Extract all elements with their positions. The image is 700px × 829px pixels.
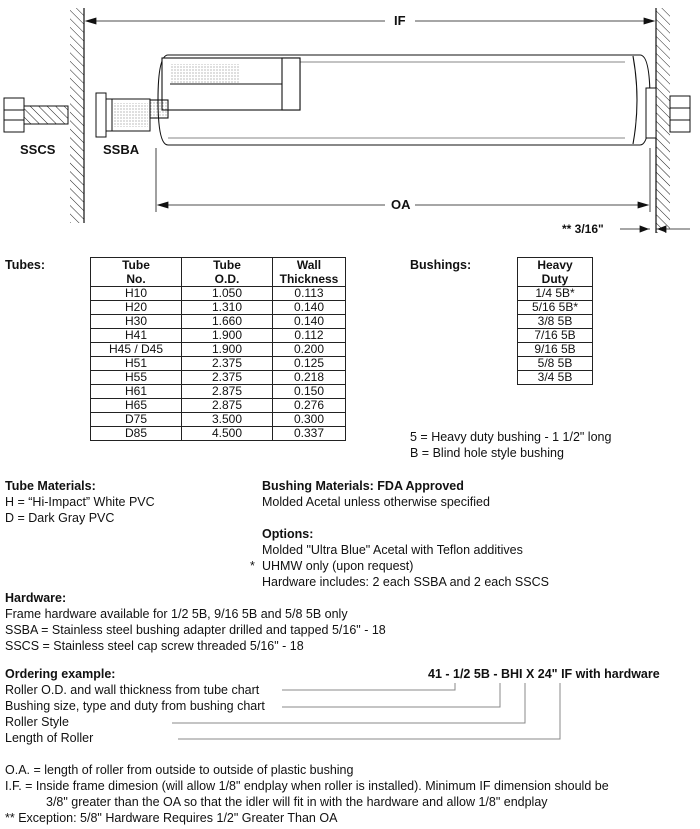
tube-od-cell: 4.500 bbox=[182, 427, 273, 441]
oa-label: OA bbox=[391, 197, 411, 212]
wall-thickness-cell: 0.125 bbox=[273, 357, 346, 371]
tube-no-cell: H61 bbox=[91, 385, 182, 399]
wall-thickness-cell: 0.112 bbox=[273, 329, 346, 343]
tube-od-cell: 2.375 bbox=[182, 371, 273, 385]
tube-od-cell: 1.900 bbox=[182, 329, 273, 343]
bushing-cell: 1/4 5B* bbox=[518, 287, 593, 301]
bushing-row bbox=[518, 371, 593, 385]
note-exception: ** Exception: 5/8" Hardware Requires 1/2" Greater Than OA bbox=[5, 811, 338, 825]
tube-no-cell: H55 bbox=[91, 371, 182, 385]
tube-row bbox=[91, 329, 346, 343]
tube-od-cell: 1.310 bbox=[182, 301, 273, 315]
tube-row bbox=[91, 385, 346, 399]
options-line-1: Molded "Ultra Blue" Acetal with Teflon additives bbox=[262, 543, 523, 557]
options-star: * bbox=[250, 559, 255, 573]
tube-material-d: D = Dark Gray PVC bbox=[5, 511, 115, 525]
tubes-heading: Tubes: bbox=[5, 258, 46, 272]
tube-row bbox=[91, 301, 346, 315]
exception-dimension-label: ** 3/16" bbox=[562, 222, 604, 236]
tube-no-cell: H30 bbox=[91, 315, 182, 329]
bushing-note-5: 5 = Heavy duty bushing - 1 1/2" long bbox=[410, 430, 612, 444]
tube-od-cell: 1.900 bbox=[182, 343, 273, 357]
wall-thickness-cell: 0.113 bbox=[273, 287, 346, 301]
bushing-row bbox=[518, 315, 593, 329]
tube-no-header: Tube No. bbox=[91, 258, 182, 287]
hardware-line-1: Frame hardware available for 1/2 5B, 9/16 5B and 5/8 5B only bbox=[5, 607, 348, 621]
ordering-heading: Ordering example: bbox=[5, 667, 116, 681]
tube-row bbox=[91, 399, 346, 413]
tube-no-cell: H41 bbox=[91, 329, 182, 343]
wall-thickness-cell: 0.140 bbox=[273, 315, 346, 329]
bushing-note-b: B = Blind hole style bushing bbox=[410, 446, 564, 460]
tube-no-cell: H65 bbox=[91, 399, 182, 413]
tube-od-cell: 1.660 bbox=[182, 315, 273, 329]
hardware-line-2: SSBA = Stainless steel bushing adapter drilled and tapped 5/16" - 18 bbox=[5, 623, 386, 637]
options-line-2: UHMW only (upon request) bbox=[262, 559, 414, 573]
options-heading: Options: bbox=[262, 527, 314, 541]
sscs-label: SSCS bbox=[20, 142, 56, 157]
tube-row bbox=[91, 315, 346, 329]
bushing-materials-heading: Bushing Materials: FDA Approved bbox=[262, 479, 464, 493]
tube-row bbox=[91, 343, 346, 357]
tube-row bbox=[91, 357, 346, 371]
if-label: IF bbox=[394, 13, 406, 28]
tube-no-cell: H51 bbox=[91, 357, 182, 371]
hardware-line-3: SSCS = Stainless steel cap screw threaded 5/16" - 18 bbox=[5, 639, 304, 653]
wall-thickness-cell: 0.150 bbox=[273, 385, 346, 399]
ordering-example: 41 - 1/2 5B - BHI X 24" IF with hardware bbox=[428, 667, 660, 681]
tube-materials-heading: Tube Materials: bbox=[5, 479, 96, 493]
tube-no-cell: H45 / D45 bbox=[91, 343, 182, 357]
ordering-line-1: Roller O.D. and wall thickness from tube chart bbox=[5, 683, 260, 697]
tube-row bbox=[91, 371, 346, 385]
tube-od-cell: 1.050 bbox=[182, 287, 273, 301]
bushings-heading: Bushings: bbox=[410, 258, 472, 272]
bushing-cell: 5/8 5B bbox=[518, 357, 593, 371]
wall-thickness-cell: 0.337 bbox=[273, 427, 346, 441]
wall-thickness-cell: 0.218 bbox=[273, 371, 346, 385]
tube-no-cell: D85 bbox=[91, 427, 182, 441]
wall-thickness-header: Wall Thickness bbox=[273, 258, 346, 287]
bushing-materials-section bbox=[262, 478, 490, 510]
bushing-row bbox=[518, 329, 593, 343]
tube-od-cell: 3.500 bbox=[182, 413, 273, 427]
note-if-1: I.F. = Inside frame dimesion (will allow 1/8" endplay when roller is installed). Minimum IF dimension should be bbox=[5, 779, 609, 793]
options-section bbox=[262, 526, 549, 590]
hardware-heading: Hardware: bbox=[5, 591, 67, 605]
wall-thickness-cell: 0.300 bbox=[273, 413, 346, 427]
tube-no-cell: H20 bbox=[91, 301, 182, 315]
bushing-cell: 9/16 5B bbox=[518, 343, 593, 357]
wall-thickness-cell: 0.140 bbox=[273, 301, 346, 315]
heavy-duty-header: Heavy Duty bbox=[518, 258, 593, 287]
options-line-3: Hardware includes: 2 each SSBA and 2 each SSCS bbox=[262, 575, 549, 589]
tube-row bbox=[91, 427, 346, 441]
tube-od-header: Tube O.D. bbox=[182, 258, 273, 287]
bushing-row bbox=[518, 343, 593, 357]
tube-row bbox=[91, 287, 346, 301]
ordering-line-2: Bushing size, type and duty from bushing chart bbox=[5, 699, 265, 713]
bushing-cell: 3/4 5B bbox=[518, 371, 593, 385]
tube-od-cell: 2.875 bbox=[182, 385, 273, 399]
wall-thickness-cell: 0.200 bbox=[273, 343, 346, 357]
bushing-table bbox=[517, 257, 593, 385]
note-oa: O.A. = length of roller from outside to outside of plastic bushing bbox=[5, 763, 354, 777]
bushing-materials-line: Molded Acetal unless otherwise specified bbox=[262, 495, 490, 509]
ordering-line-3: Roller Style bbox=[5, 715, 69, 729]
wall-thickness-cell: 0.276 bbox=[273, 399, 346, 413]
tube-no-cell: D75 bbox=[91, 413, 182, 427]
hardware-section bbox=[5, 590, 386, 654]
tube-od-cell: 2.375 bbox=[182, 357, 273, 371]
bushing-cell: 7/16 5B bbox=[518, 329, 593, 343]
note-if-2: 3/8" greater than the OA so that the idler will fit in with the hardware and allow 1/8" endplay bbox=[46, 795, 548, 809]
tube-od-cell: 2.875 bbox=[182, 399, 273, 413]
tube-row bbox=[91, 413, 346, 427]
tube-material-h: H = “Hi-Impact” White PVC bbox=[5, 495, 155, 509]
bushing-row bbox=[518, 357, 593, 371]
tube-materials-section bbox=[5, 478, 155, 526]
bushing-cell: 5/16 5B* bbox=[518, 301, 593, 315]
ordering-line-4: Length of Roller bbox=[5, 731, 94, 745]
ssba-label: SSBA bbox=[103, 142, 140, 157]
tube-no-cell: H10 bbox=[91, 287, 182, 301]
bushing-row bbox=[518, 301, 593, 315]
bushing-row bbox=[518, 287, 593, 301]
bushing-cell: 3/8 5B bbox=[518, 315, 593, 329]
tube-table bbox=[90, 257, 346, 441]
